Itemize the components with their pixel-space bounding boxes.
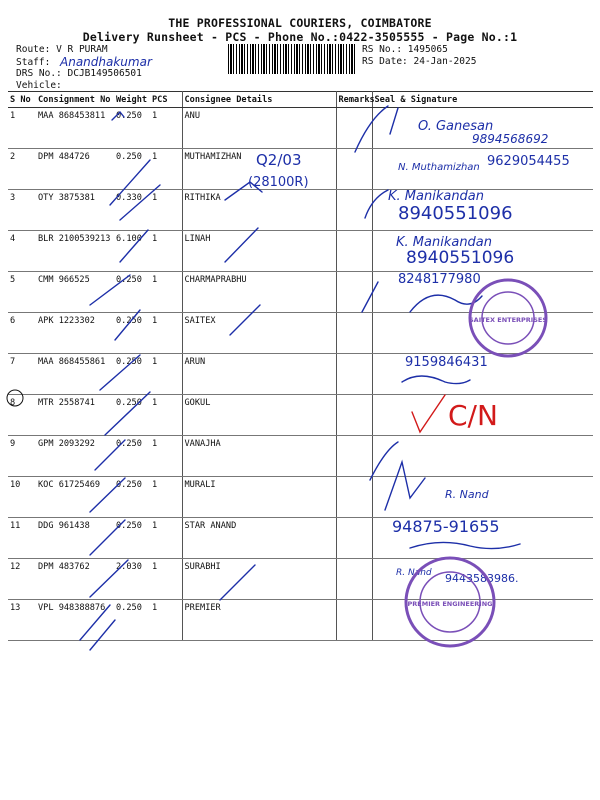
runsheet-subtitle: Delivery Runsheet - PCS - Phone No.:0422-3505555 - Page No.:1 [82,30,518,44]
row-remarks [336,600,372,641]
row-sno: 1 [8,108,36,149]
row-consignee: RITHIKA [182,190,336,231]
row-consignment: OTY 3875381 [36,190,114,231]
row-signature [372,149,593,190]
table-row [8,313,593,354]
row-remarks [336,436,372,477]
row-pcs: 1 [150,272,182,313]
row-pcs: 1 [150,436,182,477]
row-consignee: ARUN [182,354,336,395]
table-row [8,600,593,641]
row-consignment: KOC 61725469 [36,477,114,518]
row-consignee: MUTHAMIZHAN [182,149,336,190]
company-title: THE PROFESSIONAL COURIERS, COIMBATORE [168,16,432,30]
drs-line: DRS No.: DCJB149506501 [16,68,142,79]
row-weight: 0.250 [114,313,150,354]
row-remarks [336,149,372,190]
row-signature [372,313,593,354]
row-consignee: GOKUL [182,395,336,436]
row-sno: 12 [8,559,36,600]
row-consignment: MTR 2558741 [36,395,114,436]
row-remarks [336,559,372,600]
row-consignee: CHARMAPRABHU [182,272,336,313]
row-sno: 8 [8,395,36,436]
row-consignment: MAA 868453811 [36,108,114,149]
r2-phone: 9629054455 [487,154,570,169]
r1-name: O. Ganesan [418,119,494,134]
row-signature [372,477,593,518]
r5-phone: 8248177980 [398,272,481,287]
r7-phone: 9159846431 [405,355,488,370]
row-weight: 0.250 [114,477,150,518]
row-weight: 0.250 [114,518,150,559]
row-consignee: MURALI [182,477,336,518]
r3-phone: 8940551096 [398,203,513,224]
row-sno: 5 [8,272,36,313]
row-remarks [336,190,372,231]
row-signature [372,354,593,395]
row-remarks [336,354,372,395]
row-consignee: SAITEX [182,313,336,354]
row-signature [372,272,593,313]
row-weight: 0.250 [114,395,150,436]
row-consignment: VPL 948388876 [36,600,114,641]
row-remarks [336,313,372,354]
row-sno: 11 [8,518,36,559]
row-signature [372,518,593,559]
row-sno: 4 [8,231,36,272]
r2-note-a: Q2/03 [256,151,302,169]
r3-name: K. Manikandan [388,189,485,204]
row-consignee: STAR ANAND [182,518,336,559]
row-remarks [336,395,372,436]
table-row [8,354,593,395]
row-weight: 0.250 [114,149,150,190]
col-consignment: Consignment No [36,92,114,108]
table-row [8,518,593,559]
r4-name: K. Manikandan [396,235,493,250]
row-remarks [336,518,372,559]
row-pcs: 1 [150,190,182,231]
row-weight: 2.030 [114,559,150,600]
row-consignment: MAA 868455861 [36,354,114,395]
row-consignment: DPM 483762 [36,559,114,600]
row-sno: 9 [8,436,36,477]
row-consignment: DDG 961438 [36,518,114,559]
row-signature [372,190,593,231]
row-sno: 13 [8,600,36,641]
row-weight: 0.250 [114,108,150,149]
row-consignee: SURABHI [182,559,336,600]
row-consignment: GPM 2093292 [36,436,114,477]
row-pcs: 1 [150,518,182,559]
col-remarks: Remarks [336,92,372,108]
r11-phone: 94875-91655 [392,517,500,536]
row-weight: 6.100 [114,231,150,272]
row-remarks [336,108,372,149]
row-remarks [336,272,372,313]
row-consignee: PREMIER [182,600,336,641]
row-pcs: 1 [150,149,182,190]
row-consignee: VANAJHA [182,436,336,477]
r4-phone: 8940551096 [406,248,515,268]
row-signature [372,395,593,436]
table-row [8,231,593,272]
row-signature [372,600,593,641]
staff-signature: Anandhakumar [60,55,152,69]
table-row [8,559,593,600]
runsheet-table [8,91,593,641]
r2-note-b: (28100R) [248,175,309,190]
row-weight: 0.250 [114,600,150,641]
row-consignee: ANU [182,108,336,149]
r10-sign: R. Nand [445,488,489,501]
col-signature: Seal & Signature [372,92,593,108]
table-row [8,108,593,149]
route-line: Route: V R PURAM [16,44,108,55]
row-signature [372,436,593,477]
row-pcs: 1 [150,354,182,395]
row-signature [372,559,593,600]
vehicle-label: Vehicle: [16,80,62,91]
row-weight: 0.250 [114,354,150,395]
r12-name: R. Nand [396,568,432,578]
row-consignment: CMM 966525 [36,272,114,313]
staff-label: Staff: [16,57,51,68]
row-weight: 0.250 [114,272,150,313]
col-weight: Weight [114,92,150,108]
row-weight: 0.330 [114,190,150,231]
row-sno: 3 [8,190,36,231]
row-sno: 6 [8,313,36,354]
row-consignment: APK 1223302 [36,313,114,354]
row-signature [372,231,593,272]
row-pcs: 1 [150,313,182,354]
table-row [8,436,593,477]
table-row [8,272,593,313]
row-consignee: LINAH [182,231,336,272]
table-row [8,477,593,518]
row-signature [372,108,593,149]
rs-no: RS No.: 1495065 [362,44,448,55]
r8-note: C/N [448,399,498,432]
r12-phone: 9443583986. [445,572,519,585]
row-pcs: 1 [150,559,182,600]
row-weight: 0.250 [114,436,150,477]
col-sno: S No [8,92,36,108]
row-remarks [336,477,372,518]
table-header-row [8,92,593,108]
svg-text:SAITEX ENTERPRISES: SAITEX ENTERPRISES [468,316,548,324]
barcode [228,44,356,74]
row-sno: 10 [8,477,36,518]
table-row [8,149,593,190]
row-remarks [336,231,372,272]
row-pcs: 1 [150,600,182,641]
table-row [8,395,593,436]
row-pcs: 1 [150,231,182,272]
row-sno: 2 [8,149,36,190]
row-pcs: 1 [150,108,182,149]
col-pcs: PCS [150,92,182,108]
row-pcs: 1 [150,395,182,436]
r1-phone: 9894568692 [472,132,549,146]
svg-text:PREMIER ENGINEERING: PREMIER ENGINEERING [407,600,493,608]
col-consignee: Consignee Details [182,92,336,108]
table-row [8,190,593,231]
row-consignment: DPM 484726 [36,149,114,190]
row-pcs: 1 [150,477,182,518]
rs-date: RS Date: 24-Jan-2025 [362,56,477,67]
row-consignment: BLR 2100539213 [36,231,114,272]
r2-name: N. Muthamizhan [398,162,480,173]
row-sno: 7 [8,354,36,395]
